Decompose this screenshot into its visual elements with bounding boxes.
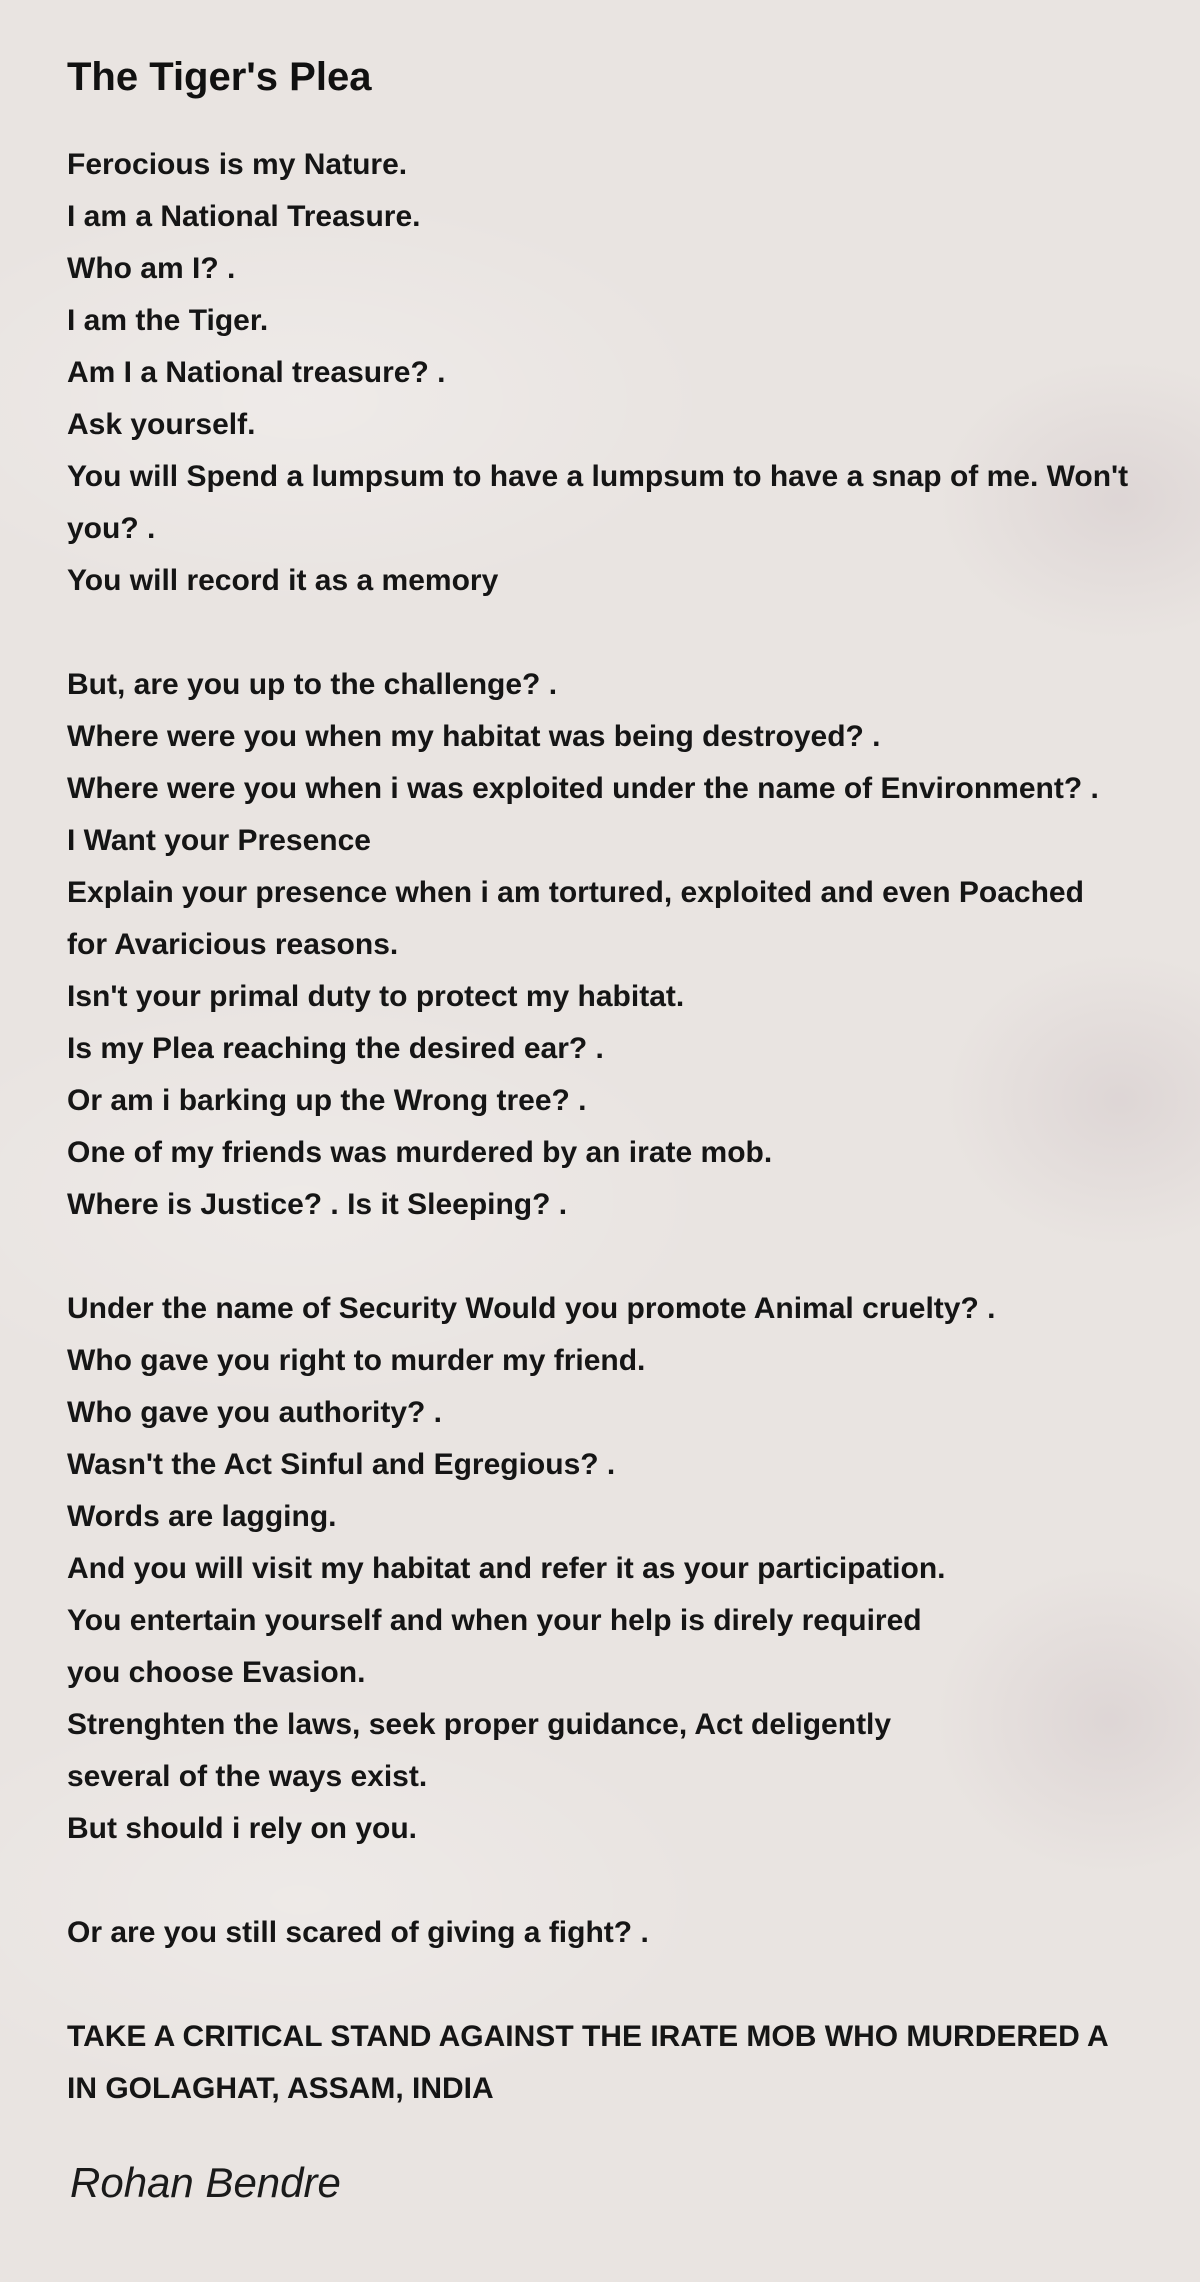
- poem-line: Wasn't the Act Sinful and Egregious? .: [67, 1448, 616, 1481]
- poem-line: One of my friends was murdered by an irate mob.: [67, 1136, 773, 1169]
- poem-line: But, are you up to the challenge? .: [67, 668, 558, 701]
- poem-line: Strenghten the laws, seek proper guidance, Act deligently: [67, 1708, 892, 1741]
- poem-line: Who am I? .: [67, 252, 236, 285]
- poem-stanza: [67, 1907, 1200, 1959]
- poem-line: Ask yourself.: [67, 408, 256, 441]
- poem-line: You entertain yourself and when your help is direly required: [67, 1604, 922, 1637]
- poem-line: Who gave you authority? .: [67, 1396, 443, 1429]
- stanza-gap: [67, 1231, 1200, 1283]
- poem-line: Is my Plea reaching the desired ear? .: [67, 1032, 604, 1065]
- stanza-gap: [67, 1855, 1200, 1907]
- poem-line: for Avaricious reasons.: [67, 928, 399, 961]
- poem-line: you choose Evasion.: [67, 1656, 366, 1689]
- poem-line: Explain your presence when i am tortured, exploited and even Poached: [67, 876, 1084, 909]
- poem-stanza: [67, 2011, 1200, 2115]
- poem-line: Or are you still scared of giving a fight? .: [67, 1916, 649, 1949]
- poem-line: Under the name of Security Would you promote Animal cruelty? .: [67, 1292, 996, 1325]
- poem-line: You will record it as a memory: [67, 564, 499, 597]
- poem-line: You will Spend a lumpsum to have a lumpsum to have a snap of me. Won't: [67, 460, 1129, 493]
- poem-line: Isn't your primal duty to protect my habitat.: [67, 980, 685, 1013]
- poem-line: IN GOLAGHAT, ASSAM, INDIA: [67, 2072, 494, 2105]
- poem-line: I Want your Presence: [67, 824, 371, 857]
- poem-line: Who gave you right to murder my friend.: [67, 1344, 646, 1377]
- poem-body: [67, 139, 1200, 2115]
- poem-line: Where were you when i was exploited under the name of Environment? .: [67, 772, 1099, 805]
- poem-line: I am the Tiger.: [67, 304, 269, 337]
- poem-line: Ferocious is my Nature.: [67, 148, 408, 181]
- stanza-gap: [67, 607, 1200, 659]
- poem-line: Am I a National treasure? .: [67, 356, 446, 389]
- poem-title: The Tiger's Plea: [67, 55, 372, 99]
- poem-stanza: [67, 1283, 1200, 1855]
- poem-line: several of the ways exist.: [67, 1760, 428, 1793]
- poem-line: you? .: [67, 512, 156, 545]
- poem-line: I am a National Treasure.: [67, 200, 421, 233]
- stanza-gap: [67, 1959, 1200, 2011]
- poem-page: [67, 50, 1200, 2211]
- poem-line: TAKE A CRITICAL STAND AGAINST THE IRATE MOB WHO MURDERED A: [67, 2020, 1109, 2053]
- poem-author: Rohan Bendre: [70, 2159, 341, 2206]
- poem-line: And you will visit my habitat and refer it as your participation.: [67, 1552, 946, 1585]
- poem-line: Or am i barking up the Wrong tree? .: [67, 1084, 587, 1117]
- poem-stanza: [67, 659, 1200, 1231]
- poem-line: But should i rely on you.: [67, 1812, 418, 1845]
- poem-line: Words are lagging.: [67, 1500, 337, 1533]
- poem-line: Where is Justice? . Is it Sleeping? .: [67, 1188, 568, 1221]
- poem-stanza: [67, 139, 1200, 607]
- poem-line: Where were you when my habitat was being destroyed? .: [67, 720, 881, 753]
